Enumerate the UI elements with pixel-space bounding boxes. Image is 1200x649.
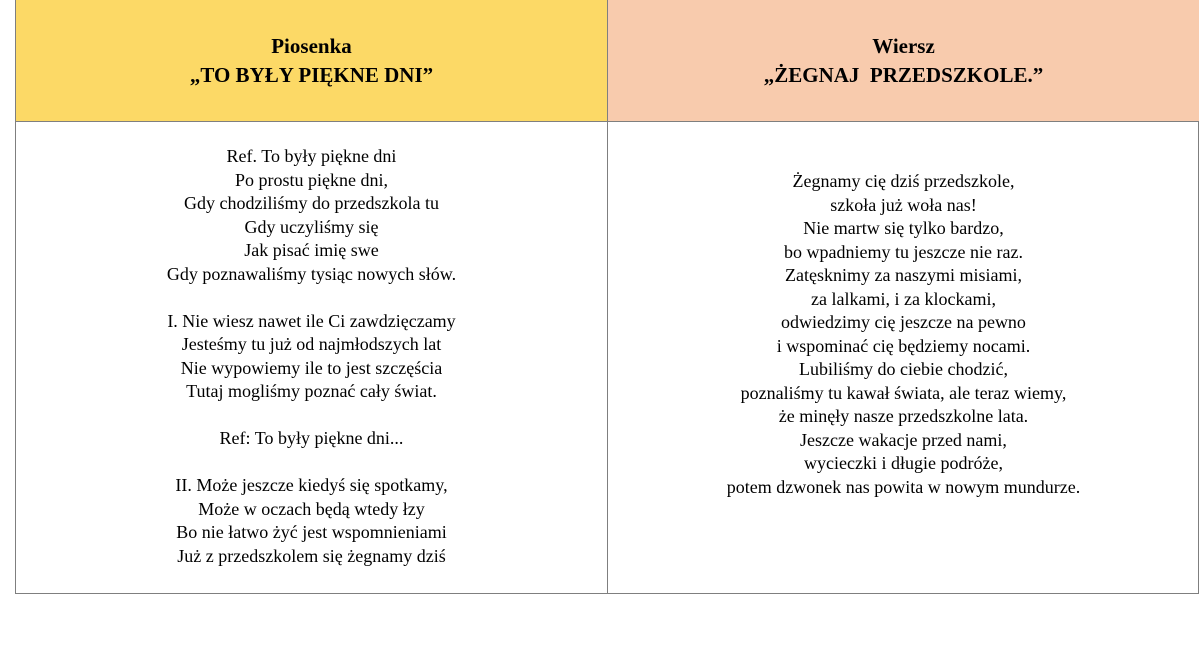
- lyric-line: Gdy uczyliśmy się: [244, 216, 379, 237]
- lyric-line: Gdy poznawaliśmy tysiąc nowych słów.: [166, 263, 457, 284]
- lyric-line: Ref. To były piękne dni: [226, 146, 397, 166]
- song-lyrics: [16, 122, 607, 593]
- lyric-line: Jesteśmy tu już od najmłodszych lat: [181, 334, 442, 354]
- poem-line: Jeszcze wakacje przed nami,: [800, 429, 1007, 450]
- poem-line: potem dzwonek nas powita w nowym mundurze.: [726, 476, 1081, 497]
- poem-line: poznaliśmy tu kawał świata, ale teraz wiemy,: [740, 382, 1067, 403]
- lyric-line: II. Może jeszcze kiedyś się spotkamy,: [175, 475, 448, 495]
- content-table: [15, 0, 1199, 594]
- lyric-line: Ref: To były piękne dni...: [219, 428, 404, 448]
- poem-line: szkoła już woła nas!: [830, 194, 977, 215]
- lyric-line: Już z przedszkolem się żegnamy dziś: [177, 545, 446, 566]
- poem-text: [608, 122, 1199, 593]
- lyric-line: Może w oczach będą wtedy łzy: [198, 498, 425, 519]
- poem-line: Lubiliśmy do ciebie chodzić,: [799, 359, 1008, 379]
- lyric-line: Po prostu piękne dni,: [235, 169, 388, 190]
- song-header: [16, 0, 607, 122]
- song-stanza-refrain-repeat: [16, 427, 607, 451]
- song-stanza-verse-2: [16, 474, 607, 568]
- song-stanza-refrain: [16, 145, 607, 286]
- poem-line: że minęły nasze przedszkolne lata.: [778, 406, 1029, 426]
- song-column: [16, 0, 608, 593]
- poem-line: Nie martw się tylko bardzo,: [803, 218, 1004, 238]
- poem-line: bo wpadniemy tu jeszcze nie raz.: [784, 241, 1023, 262]
- lyric-line: Nie wypowiemy ile to jest szczęścia: [180, 357, 443, 378]
- poem-line: za lalkami, i za klockami,: [811, 288, 996, 309]
- lyric-line: Jak pisać imię swe: [244, 240, 379, 260]
- song-label: Piosenka: [271, 33, 352, 58]
- song-stanza-verse-1: [16, 310, 607, 404]
- poem-header: [608, 0, 1199, 122]
- poem-column: [608, 0, 1199, 593]
- poem-line: i wspominać cię będziemy nocami.: [776, 335, 1031, 356]
- poem-line: odwiedzimy cię jeszcze na pewno: [781, 312, 1026, 332]
- lyric-line: Bo nie łatwo żyć jest wspomnieniami: [176, 522, 447, 542]
- song-title: „TO BYŁY PIĘKNE DNI”: [189, 62, 434, 87]
- lyric-line: I. Nie wiesz nawet ile Ci zawdzięczamy: [167, 310, 456, 331]
- lyric-line: Gdy chodziliśmy do przedszkola tu: [184, 193, 439, 213]
- poem-line: Zatęsknimy za naszymi misiami,: [785, 265, 1022, 285]
- poem-label: Wiersz: [872, 33, 935, 58]
- poem-line: Żegnamy cię dziś przedszkole,: [792, 171, 1015, 191]
- poem-line: wycieczki i długie podróże,: [804, 453, 1003, 473]
- lyric-line: Tutaj mogliśmy poznać cały świat.: [186, 381, 437, 401]
- poem-title: „ŻEGNAJ PRZEDSZKOLE.”: [763, 62, 1044, 87]
